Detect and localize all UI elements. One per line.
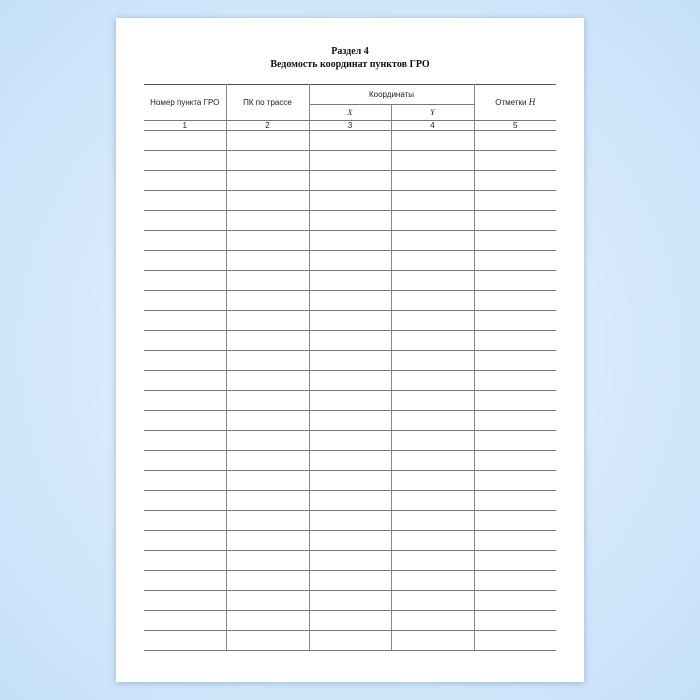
table-cell	[474, 291, 556, 311]
table-cell	[226, 311, 309, 331]
table-cell	[226, 531, 309, 551]
table-cell	[309, 311, 391, 331]
table-cell	[226, 431, 309, 451]
table-cell	[391, 531, 474, 551]
table-cell	[144, 491, 226, 511]
table-row	[144, 391, 556, 411]
table-cell	[474, 231, 556, 251]
table-cell	[309, 351, 391, 371]
table-row	[144, 591, 556, 611]
table-cell	[144, 211, 226, 231]
table-cell	[309, 231, 391, 251]
table-cell	[226, 471, 309, 491]
table-cell	[144, 411, 226, 431]
column-number-2: 2	[226, 121, 309, 131]
table-cell	[391, 251, 474, 271]
table-cell	[309, 531, 391, 551]
table-cell	[474, 431, 556, 451]
table-cell	[144, 431, 226, 451]
table-cell	[309, 291, 391, 311]
table-cell	[144, 171, 226, 191]
table-cell	[391, 611, 474, 631]
table-cell	[474, 591, 556, 611]
table-cell	[474, 411, 556, 431]
header-marks-label: Отметки H	[495, 97, 536, 107]
table-cell	[474, 271, 556, 291]
table-cell	[309, 471, 391, 491]
table-cell	[309, 171, 391, 191]
table-row	[144, 151, 556, 171]
table-cell	[309, 131, 391, 151]
table-row	[144, 211, 556, 231]
table-cell	[144, 511, 226, 531]
table-row	[144, 551, 556, 571]
table-cell	[144, 151, 226, 171]
coordinates-table	[144, 84, 556, 651]
table-cell	[474, 131, 556, 151]
table-cell	[309, 511, 391, 531]
table-cell	[391, 451, 474, 471]
table-cell	[226, 351, 309, 371]
table-cell	[391, 391, 474, 411]
table-cell	[474, 371, 556, 391]
table-cell	[226, 411, 309, 431]
table-cell	[226, 551, 309, 571]
section-title: Раздел 4	[331, 46, 369, 57]
table-cell	[474, 211, 556, 231]
table-cell	[226, 491, 309, 511]
table-cell	[391, 551, 474, 571]
table-cell	[144, 351, 226, 371]
table-cell	[144, 471, 226, 491]
table-cell	[391, 151, 474, 171]
table-cell	[226, 631, 309, 651]
table-cell	[144, 451, 226, 471]
header-point-number: Номер пункта ГРО	[144, 85, 226, 121]
table-cell	[309, 611, 391, 631]
table-cell	[144, 391, 226, 411]
table-cell	[474, 451, 556, 471]
table-cell	[309, 211, 391, 231]
table-cell	[144, 551, 226, 571]
table-cell	[474, 191, 556, 211]
table-cell	[144, 191, 226, 211]
table-row	[144, 631, 556, 651]
table-cell	[226, 271, 309, 291]
table-cell	[144, 251, 226, 271]
column-number-5: 5	[474, 121, 556, 131]
table-row	[144, 231, 556, 251]
table-cell	[309, 411, 391, 431]
table-cell	[309, 251, 391, 271]
table-cell	[391, 471, 474, 491]
table-cell	[144, 291, 226, 311]
table-row	[144, 491, 556, 511]
table-cell	[391, 171, 474, 191]
table-cell	[226, 291, 309, 311]
table-cell	[226, 211, 309, 231]
table-cell	[474, 551, 556, 571]
table-cell	[309, 591, 391, 611]
table-cell	[391, 591, 474, 611]
table-cell	[226, 371, 309, 391]
table-cell	[391, 491, 474, 511]
table-cell	[474, 331, 556, 351]
table-cell	[309, 631, 391, 651]
table-row	[144, 571, 556, 591]
table-cell	[226, 171, 309, 191]
table-cell	[391, 351, 474, 371]
table-cell	[226, 131, 309, 151]
table-cell	[391, 131, 474, 151]
table-row	[144, 471, 556, 491]
table-cell	[309, 431, 391, 451]
table-cell	[474, 171, 556, 191]
table-cell	[474, 511, 556, 531]
table-cell	[226, 391, 309, 411]
document-page	[116, 18, 584, 682]
table-cell	[309, 331, 391, 351]
table-cell	[391, 291, 474, 311]
table-cell	[391, 371, 474, 391]
table-cell	[226, 591, 309, 611]
table-cell	[474, 351, 556, 371]
header-coordinates: Координаты	[309, 85, 474, 105]
table-cell	[226, 451, 309, 471]
table-cell	[226, 331, 309, 351]
header-y: Y	[391, 105, 474, 121]
table-cell	[144, 331, 226, 351]
table-cell	[309, 451, 391, 471]
header-marks-symbol: H	[528, 97, 536, 107]
table-cell	[391, 331, 474, 351]
table-cell	[391, 311, 474, 331]
table-row	[144, 371, 556, 391]
table-cell	[474, 311, 556, 331]
table-body	[144, 131, 556, 651]
table-cell	[226, 191, 309, 211]
table-row	[144, 191, 556, 211]
table-row	[144, 251, 556, 271]
table-row	[144, 331, 556, 351]
table-cell	[226, 611, 309, 631]
table-row	[144, 431, 556, 451]
table-cell	[309, 491, 391, 511]
table-cell	[309, 271, 391, 291]
table-cell	[144, 591, 226, 611]
table-cell	[391, 571, 474, 591]
table-cell	[474, 631, 556, 651]
table-cell	[391, 511, 474, 531]
column-number-4: 4	[391, 121, 474, 131]
table-row	[144, 271, 556, 291]
table-cell	[391, 271, 474, 291]
table-cell	[144, 131, 226, 151]
table-row	[144, 351, 556, 371]
table-cell	[144, 611, 226, 631]
table-cell	[391, 411, 474, 431]
section-subtitle: Ведомость координат пунктов ГРО	[270, 59, 430, 70]
table-row	[144, 311, 556, 331]
table-cell	[391, 431, 474, 451]
table-row	[144, 291, 556, 311]
table-cell	[309, 191, 391, 211]
table-cell	[309, 371, 391, 391]
table-cell	[226, 571, 309, 591]
table-cell	[391, 231, 474, 251]
table-cell	[474, 391, 556, 411]
table-cell	[309, 391, 391, 411]
table-cell	[226, 231, 309, 251]
table-cell	[144, 231, 226, 251]
table-cell	[144, 311, 226, 331]
table-cell	[474, 571, 556, 591]
table-cell	[474, 611, 556, 631]
table-cell	[391, 191, 474, 211]
table-row	[144, 511, 556, 531]
table-cell	[474, 491, 556, 511]
table-cell	[391, 631, 474, 651]
table-cell	[474, 471, 556, 491]
header-marks	[474, 85, 556, 121]
table-cell	[474, 531, 556, 551]
table-cell	[144, 631, 226, 651]
table-cell	[144, 571, 226, 591]
table-cell	[474, 151, 556, 171]
table-row	[144, 411, 556, 431]
table-row	[144, 611, 556, 631]
column-number-1: 1	[144, 121, 226, 131]
table-cell	[144, 531, 226, 551]
table-row	[144, 131, 556, 151]
table-row	[144, 171, 556, 191]
table-row	[144, 451, 556, 471]
table-cell	[226, 151, 309, 171]
table-cell	[309, 551, 391, 571]
table-cell	[474, 251, 556, 271]
table-cell	[391, 211, 474, 231]
table-cell	[309, 151, 391, 171]
table-cell	[226, 251, 309, 271]
table-row	[144, 531, 556, 551]
table-cell	[144, 371, 226, 391]
table-cell	[144, 271, 226, 291]
table-cell	[309, 571, 391, 591]
header-pk: ПК по трассе	[226, 85, 309, 121]
header-x: X	[309, 105, 391, 121]
column-number-3: 3	[309, 121, 391, 131]
table-cell	[226, 511, 309, 531]
